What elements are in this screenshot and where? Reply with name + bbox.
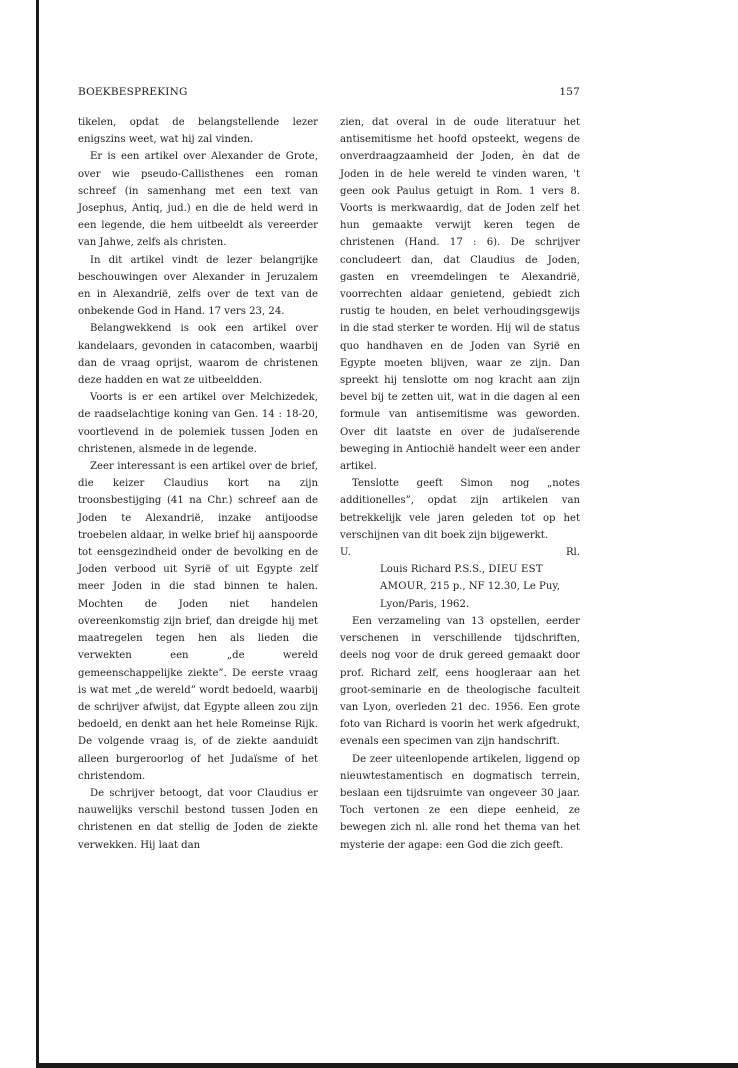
paragraph: zien, dat overal in de oude literatuur het antisemitisme het hoofd opsteekt, wegens de onverdraagzaamheid der Joden, èn dat de Joden in de hele wereld te vinden waren, 't geen ook Paulus getuigt in Rom. 1 vers 8. Voorts is merkwaardig, dat de Joden zelf het hun gemaakte verwijt keren tegen de christenen (Hand. 17 : 6). De schrijver concludeert dan, dat Claudius de Joden, gasten en vreemdelingen te Alexandrië, voorrechten aldaar genietend, gebiedt zich rustig te houden, en belet verhoudingsgewijs in die stad sterker te worden. Hij wil de status quo handhaven en de Joden van Syrië en Egypte moeten blijven, waar ze zijn. Dan spreekt hij tenslotte om nog kracht aan zijn bevel bij te zetten uit, wat in die dagen al een formule van antisemitisme was geworden. Over dit laatste en over de judaïserende beweging in Antiochië handelt weer een ander artikel. [340, 117, 580, 473]
page-number: 157 [559, 86, 580, 98]
paragraph: tikelen, opdat de belangstellende lezer enigszins weet, wat hij zal vinden. [78, 117, 318, 146]
book-details: 215 p., NF 12.30, Le Puy, Lyon/Paris, 1962. [380, 581, 560, 610]
running-title: BOEKBESPREKING [78, 86, 188, 98]
paragraph: De schrijver betoogt, dat voor Claudius er nauwelijks verschil bestond tussen Joden en christenen en dat stellig de Joden de ziekte verwekken. Hij laat dan [78, 787, 318, 851]
left-column [78, 114, 318, 854]
paragraph: Tenslotte geeft Simon nog „notes additionelles”, opdat zijn artikelen van betrekkelijk vele jaren geleden tot op het verschijnen van dit boek zijn bijgewerkt. [340, 478, 580, 541]
paragraph: Een verzameling van 13 opstellen, eerder verschenen in verschillende tijdschriften, deels nog voor de druk gereed gemaakt door prof. Richard zelf, eens hoogleraar aan het groot-seminarie en de theologische faculteit van Lyon, overleden 21 dec. 1956. Een grote foto van Richard is voorin het werk afgedrukt, evenals een specimen van zijn handschrift. [340, 615, 580, 748]
paragraph: Zeer interessant is een artikel over de brief, die keizer Claudius kort na zijn troonsbestijging (41 na Chr.) schreef aan de Joden te Alexandrië, inzake antijoodse troebelen aldaar, in welke brief hij aanspoorde tot eensgezindheid onder de bevolking en de Joden verbood uit Syrië of uit Egypte zelf meer Joden in die stad binnen te halen. Mochten de Joden niet handelen overeenkomstig zijn brief, dan dreigde hij met maatregelen tegen hen als lieden die verwekten een „de wereld gemeenschappelijke ziekte”. De eerste vraag is wat met „de wereld” wordt bedoeld, waarbij de schrijver afwijst, dat Egypte alleen zou zijn bedoeld, en denkt aan het hele Romeinse Rijk. De volgende vraag is, of de ziekte aanduidt alleen burgeroorlog of het Judaïsme of het christendom. [78, 461, 318, 782]
reviewer-signature [340, 544, 580, 561]
paragraph: Belangwekkend is ook een artikel over kandelaars, gevonden in catacomben, waarbij dan de vraag oprijst, waarom de christenen deze hadden en wat ze uitbeeldden. [78, 323, 318, 387]
book-author: Louis Richard P.S.S., [380, 564, 486, 576]
book-reference [340, 561, 580, 613]
book-title: DIEU EST AMOUR, [380, 564, 543, 593]
paragraph: Er is een artikel over Alexander de Grote, over wie pseudo-Callisthenes een roman schreef (in samenhang met een text van Josephus, Antiq, jud.) en die de held werd in een legende, die hem uitbeeldt als vereerder van Jahwe, zelfs als christen. [78, 151, 318, 249]
paragraph: Voorts is er een artikel over Melchizedek, de raadselachtige koning van Gen. 14 : 18-20, voortlevend in de polemiek tussen Joden en christenen, alsmede in de legende. [78, 392, 318, 455]
signature-right: Rl. [565, 547, 580, 559]
signature-left: U. [340, 547, 351, 559]
page-edge-bottom [36, 1063, 738, 1068]
right-column [340, 114, 580, 854]
paragraph: De zeer uiteenlopende artikelen, liggend op nieuwtestamentisch en dogmatisch terrein, beslaan een tijdsruimte van ongeveer 30 jaar. Toch vertonen ze een diepe eenheid, ze bewegen zich nl. alle rond het thema van het mysterie der agape: een God die zich geeft. [340, 753, 580, 851]
paragraph: In dit artikel vindt de lezer belangrijke beschouwingen over Alexander in Jeruzalem en in Alexandrië, zelfs over de text van de onbekende God in Hand. 17 vers 23, 24. [78, 254, 318, 318]
page-edge-left [36, 0, 39, 1068]
